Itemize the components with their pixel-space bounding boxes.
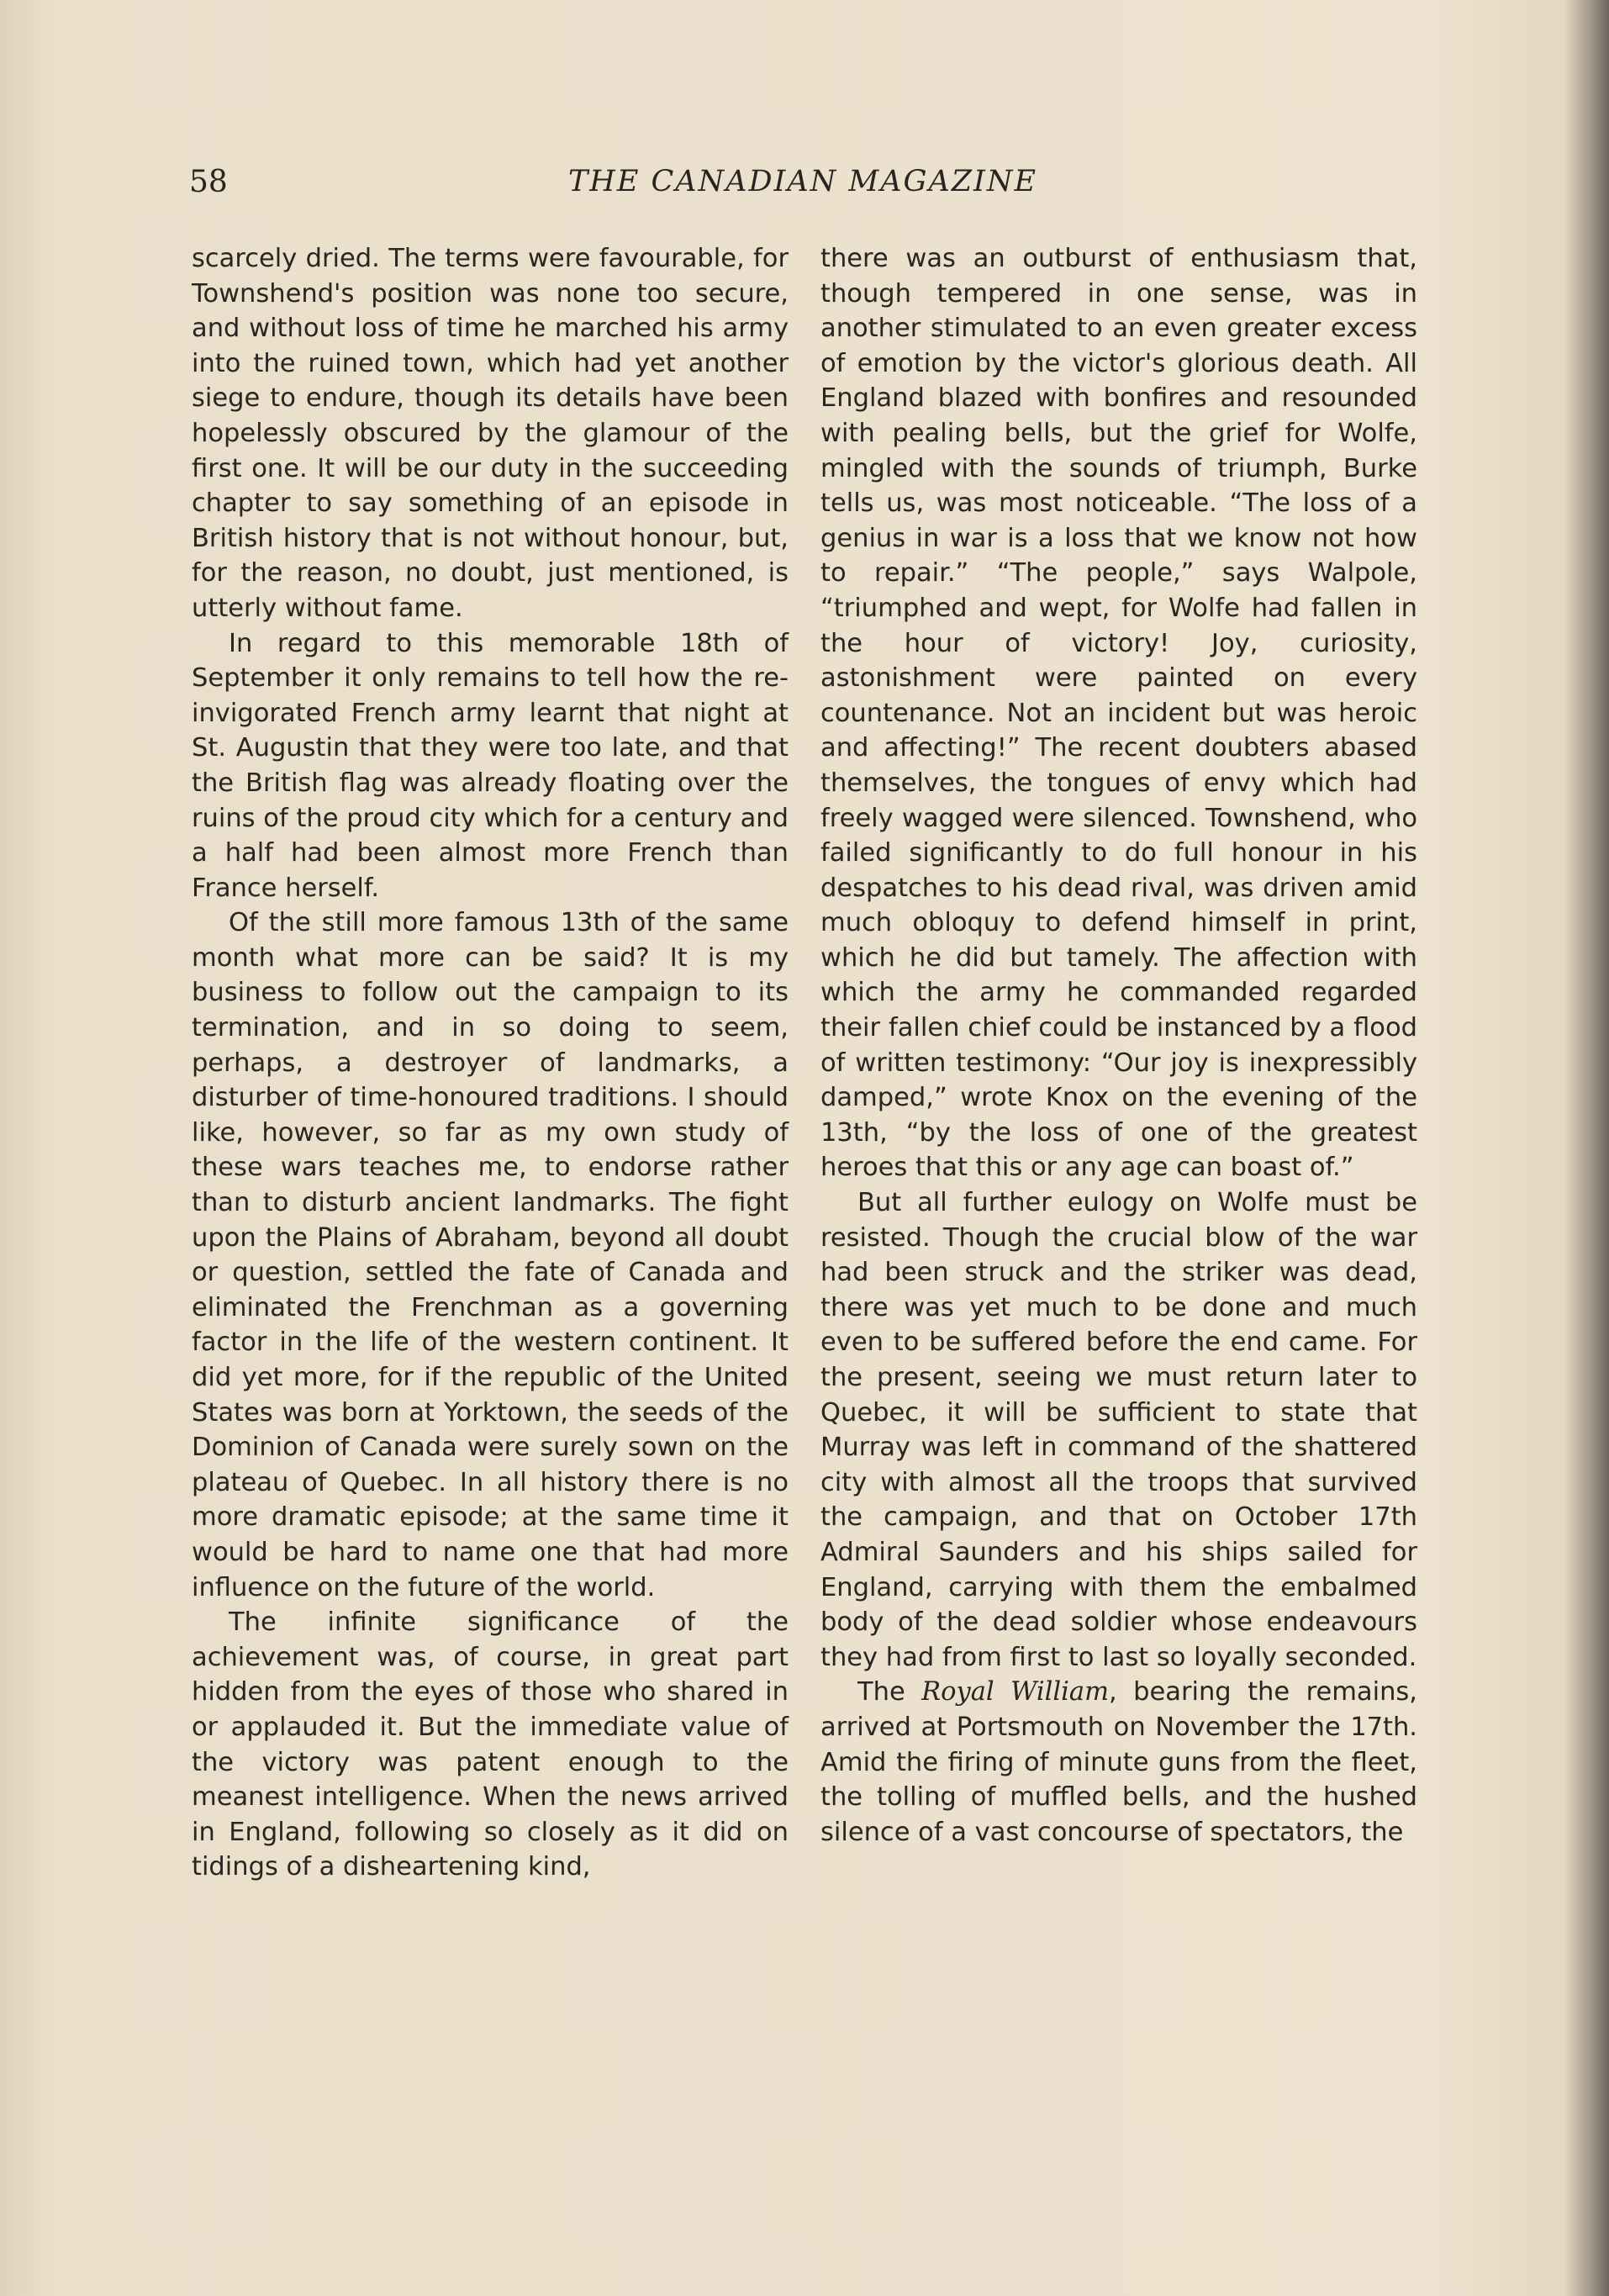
paragraph-text: The bbox=[857, 1677, 905, 1707]
page-number: 58 bbox=[189, 165, 228, 199]
running-title: THE CANADIAN MAGAZINE bbox=[567, 165, 1038, 198]
paragraph: Of the still more famous 13th of the same month what more can be said? It is my business to follow out the campaign to its termination, and in so doing to seem, perhaps, a destroyer of landmarks, a disturber of time-honoured traditions. I should like, however, so far as my own study of these wars teaches me, to endorse rather than to disturb ancient landmarks. The fight upon the Plains of Abraham, beyond all doubt or question, settled the fate of Canada and eliminated the Frenchman as a governing factor in the life of the western continent. It did yet more, for if the republic of the United States was born at Yorktown, the seeds of the Dominion of Canada were surely sown on the plateau of Quebec. In all history there is no more dramatic episode; at the same time it would be hard to name one that had more influence on the future of the world. bbox=[192, 908, 789, 1602]
paragraph: In regard to this memorable 18th of September it only remains to tell how the re-invigorated French army learnt that night at St. Augustin that they were too late, and that the British flag was already floating over the ruins of the proud city which for a century and a half had been almost more French than France herself. bbox=[192, 628, 789, 903]
page-header bbox=[189, 165, 1416, 215]
paragraph: The infinite significance of the achievement was, of course, in great part hidden from the eyes of those who shared in or applauded it. But the immediate value of the victory was patent enough to the meanest intelligence. When the news arrived in England, following so closely as it did on tidings of a disheartening kind, bbox=[192, 1607, 789, 1882]
left-column bbox=[192, 241, 789, 1885]
paragraph: there was an outburst of enthusiasm that, though tempered in one sense, was in another stimulated to an even greater excess of emotion by the victor's glorious death. All England blazed with bonfires and resounded with pealing bells, but the grief for Wolfe, mingled with the sounds of triumph, Burke tells us, was most noticeable. “The loss of a genius in war is a loss that we know not how to repair.” “The people,” says Walpole, “triumphed and wept, for Wolfe had fallen in the hour of victory! Joy, curiosity, astonishment were painted on every countenance. Not an incident but was heroic and affecting!” The recent doubters abased themselves, the tongues of envy which had freely wagged were silenced. Townshend, who failed significantly to do full honour in his despatches to his dead rival, was driven amid much obloquy to defend himself in print, which he did but tamely. The affection with which the army he commanded regarded their fallen chief could be instanced by a flood of written testimony: “Our joy is inexpressibly damped,” wrote Knox on the evening of the 13th, “by the loss of one of the greatest heroes that this or any age can boast of.” bbox=[820, 244, 1417, 1183]
paragraph: But all further eulogy on Wolfe must be resisted. Though the crucial blow of the war had been struck and the striker was dead, there was yet much to be done and much even to be suffered before the end came. For the present, seeing we must return later to Quebec, it will be sufficient to state that Murray was left in command of the shattered city with almost all the troops that survived the campaign, and that on October 17th Admiral Saunders and his ships sailed for England, carrying with them the embalmed body of the dead soldier whose endeavours they had from first to last so loyally seconded. bbox=[820, 1188, 1417, 1672]
paragraph-text: , bearing the remains, arrived at Portsmouth on November the 17th. Amid the firing of minute guns from the fleet, the tolling of muffled bells, and the hushed silence of a vast concourse of spectators, the bbox=[820, 1677, 1417, 1847]
ship-name: Royal William bbox=[921, 1677, 1110, 1707]
paragraph: scarcely dried. The terms were favourable, for Townshend's position was none too secure, and without loss of time he marched his army into the ruined town, which had yet another siege to endure, though its details have been hopelessly obscured by the glamour of the first one. It will be our duty in the succeeding chapter to say something of an episode in British history that is not without honour, but, for the reason, no doubt, just mentioned, is utterly without fame. bbox=[192, 244, 789, 623]
paragraph bbox=[820, 1675, 1417, 1850]
right-column bbox=[820, 241, 1417, 1850]
